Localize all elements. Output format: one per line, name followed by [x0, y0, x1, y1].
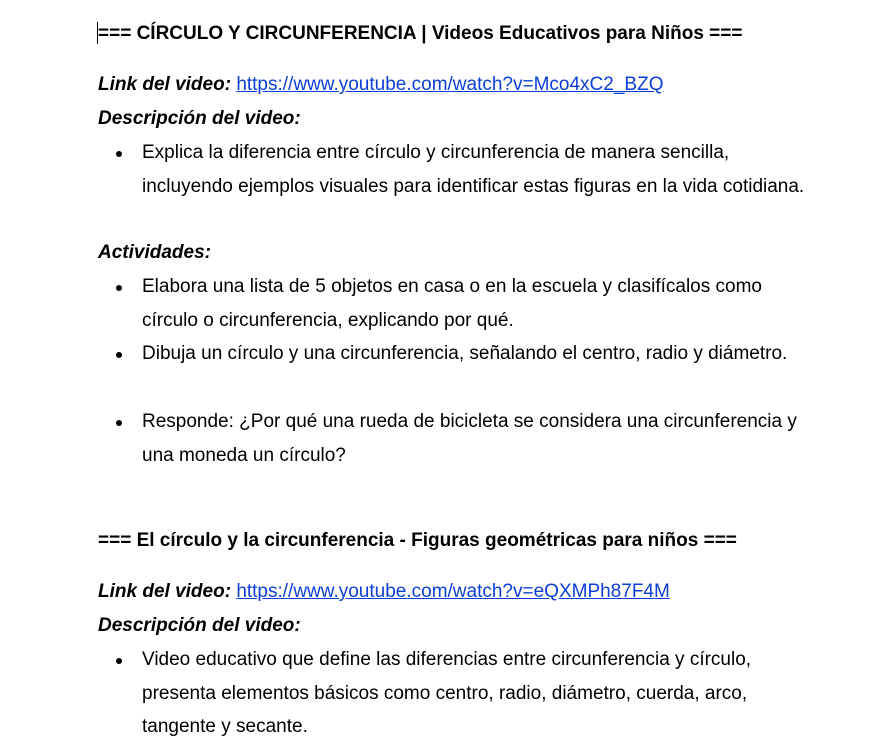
bullet-icon	[116, 420, 122, 426]
list-item-text: Elabora una lista de 5 objetos en casa o en la escuela y clasifícalos como círculo o circunferencia, explicando por qué.	[142, 276, 762, 331]
bullet-icon	[116, 658, 122, 664]
section-2-heading: === El círculo y la circunferencia - Figuras geométricas para niños ===	[98, 530, 737, 551]
list-item	[98, 405, 818, 472]
bullet-icon	[116, 352, 122, 358]
list-item	[98, 136, 818, 203]
section-2-link-line	[98, 581, 670, 603]
section-1-video-link[interactable]: https://www.youtube.com/watch?v=Mco4xC2_BZQ	[236, 74, 664, 95]
section-2-description-label: Descripción del video:	[98, 615, 301, 636]
list-item	[98, 643, 818, 744]
section-1-link-label: Link del video:	[98, 74, 232, 95]
list-item	[98, 337, 818, 371]
section-1-link-line	[98, 74, 663, 96]
section-1-activities-label: Actividades:	[98, 242, 211, 263]
list-item	[98, 270, 818, 337]
section-1-heading: === CÍRCULO Y CIRCUNFERENCIA | Videos Educativos para Niños ===	[98, 23, 743, 44]
list-item-text: Video educativo que define las diferencias entre circunferencia y círculo, presenta elementos básicos como centro, radio, diámetro, cuerda, arco, tangente y secante.	[142, 649, 752, 737]
list-item-text: Dibuja un círculo y una circunferencia, señalando el centro, radio y diámetro.	[142, 343, 788, 364]
bullet-icon	[116, 151, 122, 157]
section-1-description-label: Descripción del video:	[98, 108, 301, 129]
list-item-text: Responde: ¿Por qué una rueda de bicicleta se considera una circunferencia y una moneda un círculo?	[142, 411, 797, 466]
section-2-link-label: Link del video:	[98, 581, 232, 602]
list-item-text: Explica la diferencia entre círculo y circunferencia de manera sencilla, incluyendo ejemplos visuales para identificar estas figuras en la vida cotidiana.	[142, 142, 805, 197]
section-2-video-link[interactable]: https://www.youtube.com/watch?v=eQXMPh87F4M	[236, 581, 670, 602]
bullet-icon	[116, 285, 122, 291]
